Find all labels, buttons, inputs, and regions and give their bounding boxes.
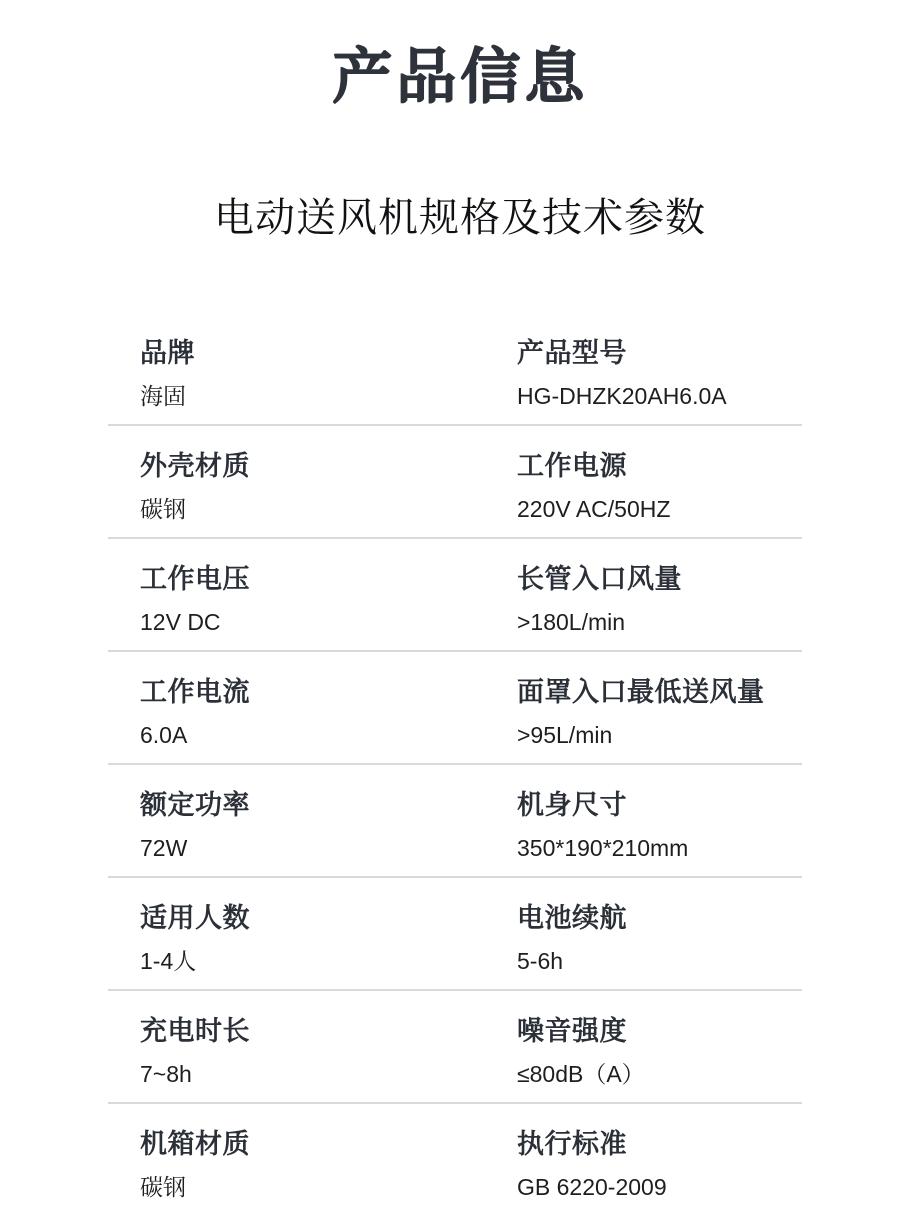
spec-cell-capacity-people (108, 902, 485, 975)
spec-cell-battery-life (485, 902, 802, 975)
spec-value: 5-6h (517, 948, 564, 974)
spec-cell-standard (485, 1128, 802, 1201)
spec-cell-power-supply (485, 450, 802, 523)
spec-cell-body-size (485, 789, 802, 862)
spec-label: 机身尺寸 (517, 790, 627, 820)
spec-row (108, 878, 802, 991)
spec-row (108, 539, 802, 652)
spec-cell-model (485, 337, 802, 410)
spec-label: 产品型号 (517, 338, 627, 368)
spec-row (108, 426, 802, 539)
spec-value: 6.0A (140, 722, 188, 748)
page-title: 产品信息 (332, 43, 588, 110)
spec-value: 海固 (140, 383, 186, 409)
spec-label: 适用人数 (140, 903, 250, 933)
spec-cell-noise-level (485, 1015, 802, 1088)
spec-value: 7~8h (140, 1061, 192, 1087)
spec-label: 充电时长 (140, 1016, 250, 1046)
spec-cell-charging-time (108, 1015, 485, 1088)
spec-label: 面罩入口最低送风量 (517, 677, 765, 707)
spec-cell-mask-min-airflow (485, 676, 802, 749)
spec-row (108, 1104, 802, 1215)
spec-cell-rated-power (108, 789, 485, 862)
spec-value: >95L/min (517, 722, 613, 748)
spec-label: 执行标准 (517, 1129, 627, 1159)
spec-row (108, 313, 802, 426)
spec-label: 机箱材质 (140, 1129, 250, 1159)
spec-label: 长管入口风量 (517, 564, 682, 594)
spec-label: 额定功率 (140, 790, 250, 820)
spec-row (108, 765, 802, 878)
spec-label: 外壳材质 (140, 451, 250, 481)
spec-cell-brand (108, 337, 485, 410)
spec-value: >180L/min (517, 609, 626, 635)
spec-value: HG-DHZK20AH6.0A (517, 383, 727, 409)
spec-value: 碳钢 (140, 1174, 186, 1200)
spec-label: 噪音强度 (517, 1016, 627, 1046)
spec-cell-working-current (108, 676, 485, 749)
spec-row (108, 991, 802, 1104)
spec-value: GB 6220-2009 (517, 1174, 667, 1200)
spec-cell-long-tube-airflow (485, 563, 802, 636)
spec-label: 品牌 (140, 338, 195, 368)
spec-value: 12V DC (140, 609, 221, 635)
spec-label: 电池续航 (517, 903, 627, 933)
spec-value: 220V AC/50HZ (517, 496, 671, 522)
spec-cell-shell-material (108, 450, 485, 523)
spec-label: 工作电压 (140, 564, 250, 594)
spec-cell-case-material (108, 1128, 485, 1201)
spec-cell-working-voltage (108, 563, 485, 636)
spec-label: 工作电流 (140, 677, 250, 707)
spec-value: 碳钢 (140, 496, 186, 522)
spec-value: 350*190*210mm (517, 835, 689, 861)
spec-label: 工作电源 (517, 451, 627, 481)
spec-table (108, 313, 802, 1215)
spec-value: 72W (140, 835, 188, 861)
spec-value: ≤80dB（A） (517, 1061, 645, 1087)
spec-row (108, 652, 802, 765)
spec-value: 1-4人 (140, 948, 197, 974)
page-subtitle: 电动送风机规格及技术参数 (214, 196, 706, 240)
